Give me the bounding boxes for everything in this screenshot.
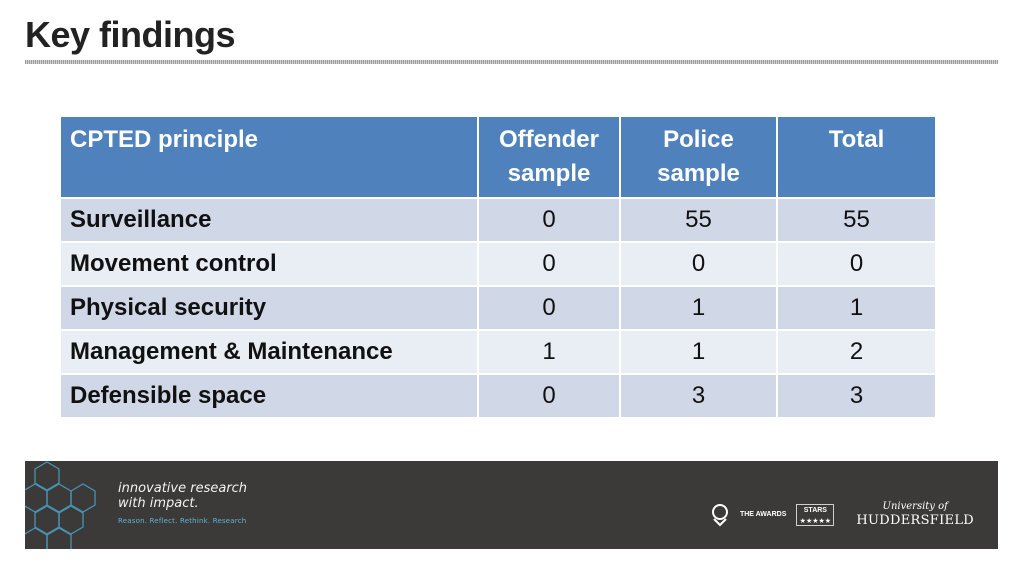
hexagon-pattern-icon: [25, 461, 115, 549]
principle-cell: Movement control: [61, 242, 478, 286]
column-header-offender: Offender sample: [478, 117, 620, 198]
offender-cell: 1: [478, 330, 620, 374]
university-logo: [856, 501, 974, 528]
logo-group: [700, 501, 974, 528]
title-divider: [25, 60, 998, 64]
total-cell: 2: [777, 330, 935, 374]
findings-table: [61, 117, 935, 419]
tagline: innovative research with impact.: [118, 481, 248, 511]
total-cell: 55: [777, 198, 935, 242]
principle-cell: Management & Maintenance: [61, 330, 478, 374]
total-cell: 3: [777, 374, 935, 418]
offender-cell: 0: [478, 374, 620, 418]
offender-cell: 0: [478, 198, 620, 242]
police-cell: 1: [620, 286, 777, 330]
table-row: [61, 286, 935, 330]
column-header-principle: CPTED principle: [61, 117, 478, 198]
column-header-police: Police sample: [620, 117, 777, 198]
police-cell: 3: [620, 374, 777, 418]
stars-text: STARS: [803, 506, 827, 514]
motto: Reason. Reflect. Rethink. Research: [118, 517, 247, 525]
principle-cell: Physical security: [61, 286, 478, 330]
total-cell: 1: [777, 286, 935, 330]
police-cell: 1: [620, 330, 777, 374]
table-row: [61, 330, 935, 374]
footer-banner: [25, 461, 998, 549]
qs-stars-logo: STARS ★★★★★: [796, 504, 834, 526]
slide-title: Key findings: [25, 14, 236, 55]
awards-text: THE AWARDS: [739, 510, 787, 518]
university-logo-bottom: HUDDERSFIELD: [856, 513, 974, 528]
police-cell: 55: [620, 198, 777, 242]
queens-award-icon: [710, 503, 730, 527]
principle-cell: Defensible space: [61, 374, 478, 418]
university-logo-top: University of: [882, 501, 948, 512]
offender-cell: 0: [478, 242, 620, 286]
the-awards-logo: [740, 511, 786, 519]
police-cell: 0: [620, 242, 777, 286]
table-row: [61, 198, 935, 242]
principle-cell: Surveillance: [61, 198, 478, 242]
table-header-row: [61, 117, 935, 198]
table-row: [61, 374, 935, 418]
offender-cell: 0: [478, 286, 620, 330]
table-row: [61, 242, 935, 286]
column-header-total: Total: [777, 117, 935, 198]
total-cell: 0: [777, 242, 935, 286]
